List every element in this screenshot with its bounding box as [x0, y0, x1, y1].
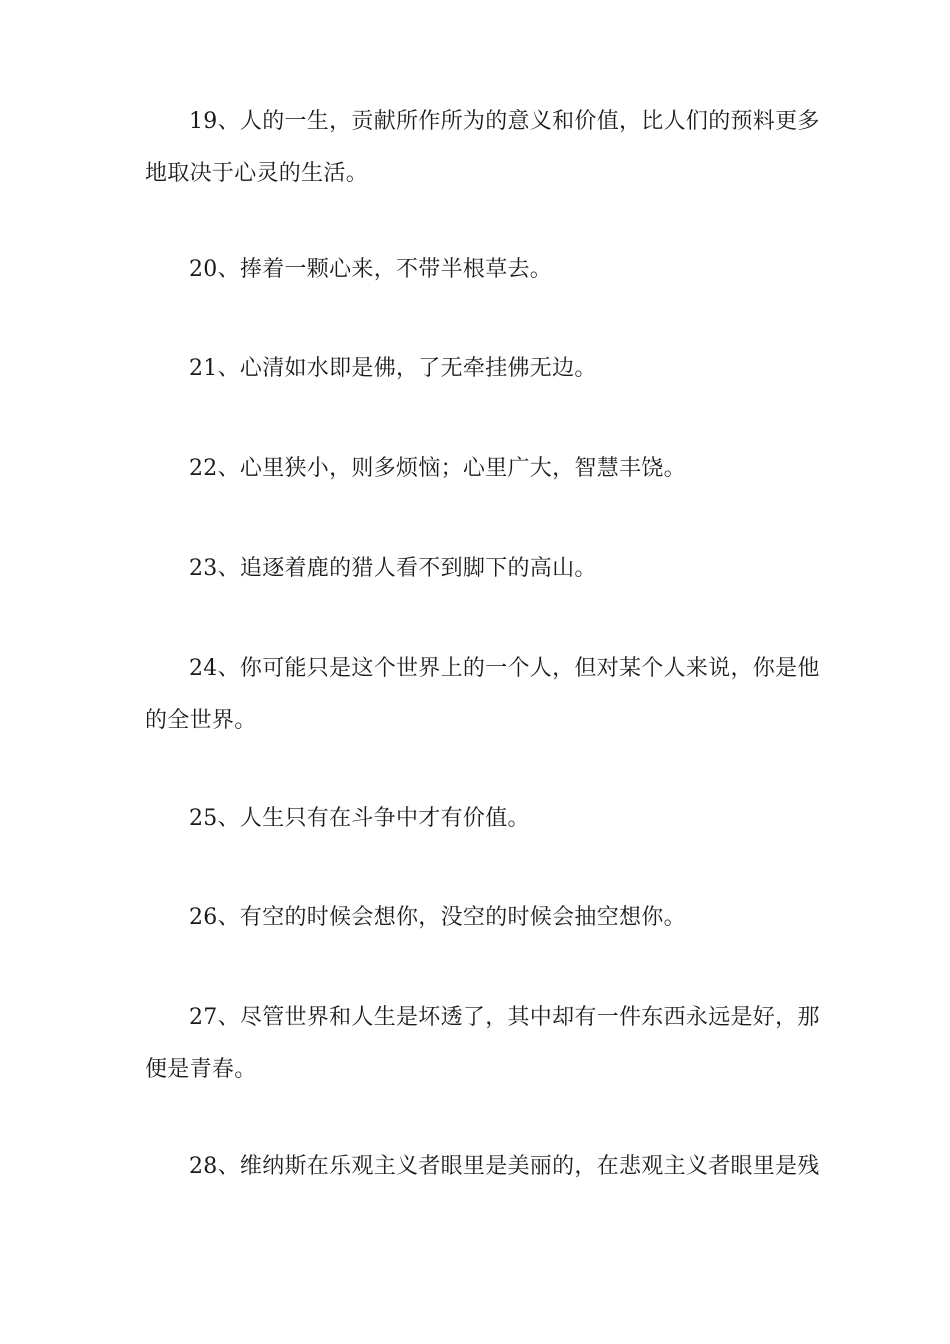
quote-paragraph-28: 28、维纳斯在乐观主义者眼里是美丽的，在悲观主义者眼里是残	[189, 1154, 820, 1179]
quote-paragraph-27: 27、尽管世界和人生是坏透了，其中却有一件东西永远是好，那便是青春。	[145, 1005, 820, 1082]
quote-paragraph-26: 26、有空的时候会想你，没空的时候会抽空想你。	[189, 905, 686, 930]
quote-paragraph-25: 25、人生只有在斗争中才有价值。	[189, 806, 530, 831]
quote-paragraph-24: 24、你可能只是这个世界上的一个人，但对某个人来说，你是他的全世界。	[145, 656, 820, 733]
quote-paragraph-21: 21、心清如水即是佛，了无牵挂佛无边。	[189, 356, 597, 381]
quote-paragraph-20: 20、捧着一颗心来，不带半根草去。	[189, 257, 553, 282]
quote-paragraph-23: 23、追逐着鹿的猎人看不到脚下的高山。	[189, 556, 597, 581]
quote-paragraph-19: 19、人的一生，贡献所作所为的意义和价值，比人们的预料更多地取决于心灵的生活。	[145, 109, 820, 186]
quote-paragraph-22: 22、心里狭小，则多烦恼；心里广大，智慧丰饶。	[189, 456, 686, 481]
